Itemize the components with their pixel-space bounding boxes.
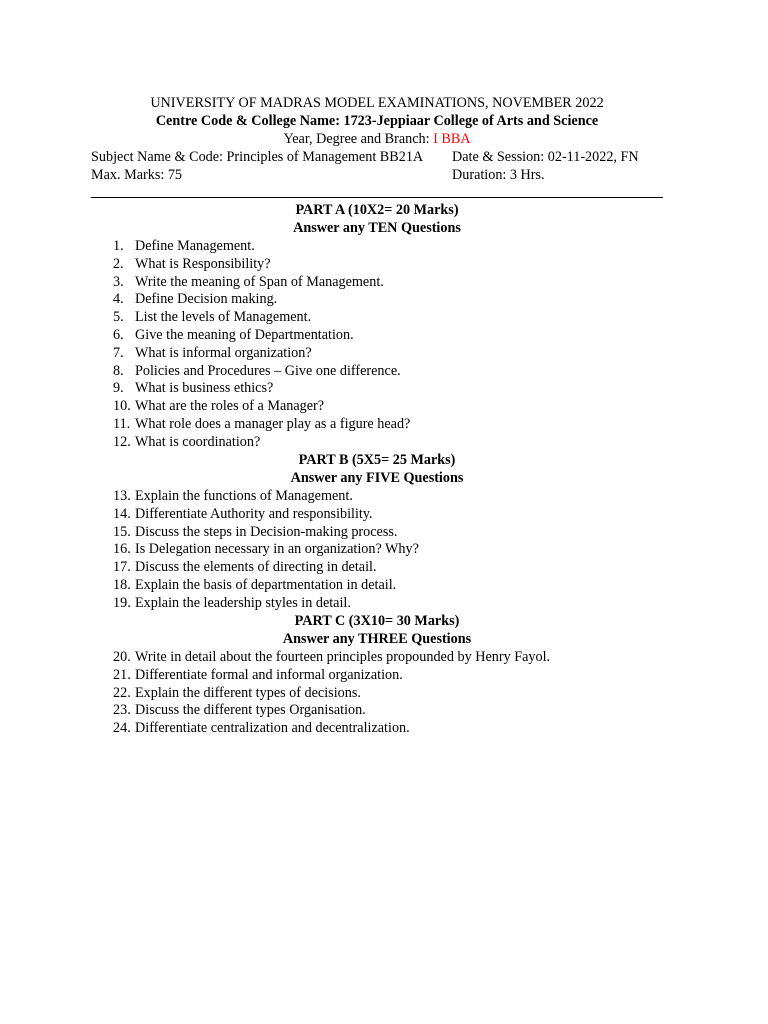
question-number: 2. — [113, 255, 124, 272]
question-text: Discuss the different types Organisation. — [135, 702, 366, 719]
duration: Duration: 3 Hrs. — [452, 167, 545, 183]
question-text: Explain the functions of Management. — [135, 488, 353, 504]
question-number: 1. — [113, 238, 124, 254]
question-text: What is business ethics? — [135, 380, 274, 397]
part-a-instruction: Answer any TEN Questions — [293, 220, 461, 236]
question-number: 8. — [113, 362, 124, 379]
question-number: 12. — [113, 433, 131, 450]
question-number: 17. — [113, 559, 131, 576]
question-text: What is informal organization? — [135, 344, 312, 361]
question-text: Differentiate centralization and decentralization. — [135, 720, 410, 737]
question-text: What is coordination? — [135, 433, 261, 450]
question-text: Write in detail about the fourteen principles propounded by Henry Fayol. — [135, 649, 551, 665]
part-c-instruction: Answer any THREE Questions — [282, 631, 472, 647]
question-number: 24. — [113, 720, 131, 737]
question-text: Explain the leadership styles in detail. — [135, 594, 351, 611]
question-text: Policies and Procedures – Give one difference. — [135, 362, 401, 379]
question-number: 10. — [113, 398, 131, 415]
subject-name-code: Subject Name & Code: Principles of Management BB21A — [91, 149, 424, 165]
question-number: 14. — [113, 505, 131, 522]
question-number: 9. — [113, 380, 124, 397]
part-b-instruction: Answer any FIVE Questions — [290, 470, 464, 486]
question-number: 3. — [113, 273, 124, 290]
question-text: Give the meaning of Departmentation. — [135, 327, 354, 343]
question-text: What is Responsibility? — [135, 255, 271, 272]
question-text: Differentiate Authority and responsibility. — [135, 505, 373, 522]
question-number: 13. — [113, 488, 131, 504]
university-title: UNIVERSITY OF MADRAS MODEL EXAMINATIONS, NOVEMBER 2022 — [150, 95, 604, 111]
question-text: Is Delegation necessary in an organization? Why? — [135, 541, 419, 558]
question-text: Write the meaning of Span of Management. — [135, 273, 384, 290]
question-number: 23. — [113, 702, 131, 719]
question-number: 21. — [113, 666, 131, 683]
question-number: 11. — [113, 416, 131, 432]
question-text: What role does a manager play as a figure head? — [135, 416, 411, 432]
question-text: Discuss the elements of directing in detail. — [135, 559, 377, 576]
year-degree-branch — [91, 130, 663, 148]
header-divider — [91, 197, 663, 198]
question-text: Explain the basis of departmentation in detail. — [135, 577, 397, 593]
question-number: 18. — [113, 577, 131, 593]
question-text: List the levels of Management. — [135, 309, 312, 326]
question-text: What are the roles of a Manager? — [135, 398, 325, 415]
part-b-title: PART B (5X5= 25 Marks) — [298, 452, 456, 468]
question-number: 19. — [113, 594, 131, 611]
part-a-title: PART A (10X2= 20 Marks) — [295, 202, 459, 218]
year-label: Year, Degree and Branch: — [283, 131, 434, 147]
question-text: Define Management. — [135, 238, 255, 254]
question-number: 20. — [113, 649, 131, 665]
question-number: 5. — [113, 309, 124, 326]
question-text: Explain the different types of decisions. — [135, 684, 361, 701]
max-marks: Max. Marks: 75 — [91, 167, 183, 183]
question-text: Define Decision making. — [135, 291, 278, 308]
date-session: Date & Session: 02-11-2022, FN — [452, 149, 639, 165]
question-number: 15. — [113, 523, 131, 540]
question-text: Differentiate formal and informal organization. — [135, 666, 403, 683]
question-number: 22. — [113, 684, 131, 701]
question-number: 4. — [113, 291, 124, 308]
question-number: 6. — [113, 327, 124, 343]
question-number: 7. — [113, 344, 124, 361]
year-value: I BBA — [433, 131, 471, 147]
part-c-title: PART C (3X10= 30 Marks) — [294, 613, 460, 629]
question-text: Discuss the steps in Decision-making process. — [135, 523, 398, 540]
college-name: Centre Code & College Name: 1723-Jeppiaar College of Arts and Science — [155, 113, 599, 129]
question-number: 16. — [113, 541, 131, 558]
